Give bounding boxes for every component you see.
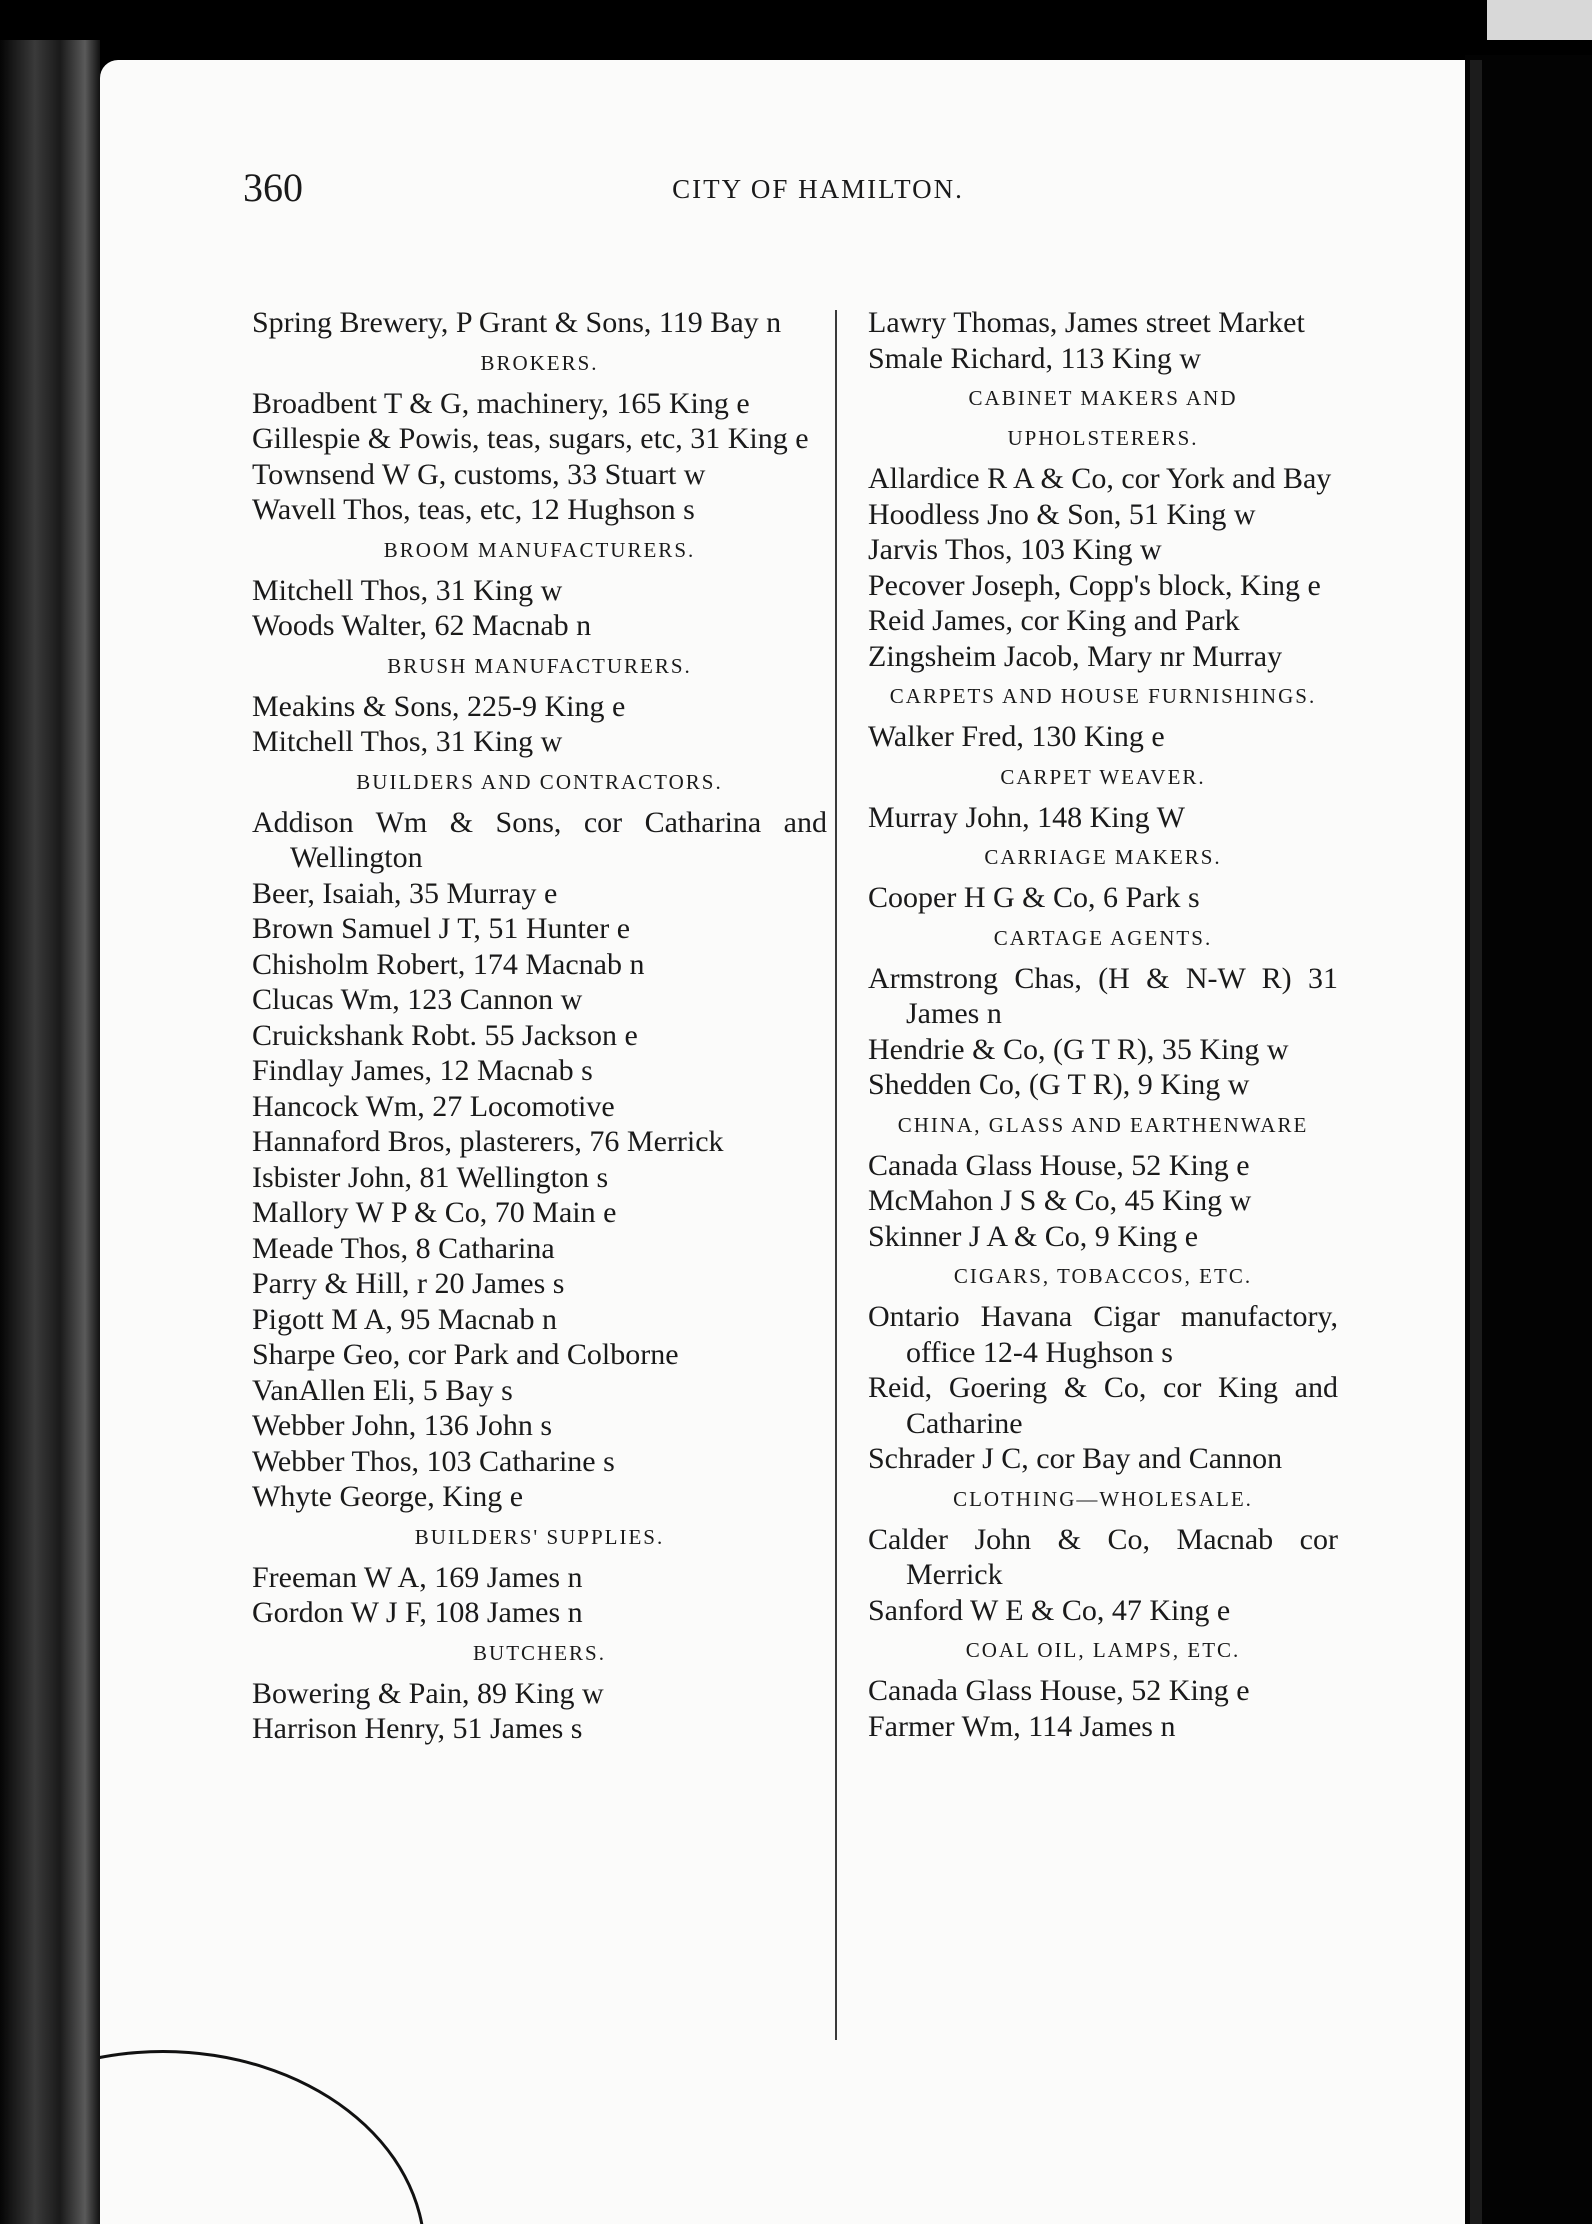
- directory-entry: Harrison Henry, 51 James s: [252, 1712, 583, 1745]
- directory-entry: Woods Walter, 62 Macnab n: [252, 609, 592, 642]
- column-divider: [835, 310, 837, 2040]
- directory-entry: Hoodless Jno & Son, 51 King w: [868, 497, 1256, 531]
- directory-entry: Beer, Isaiah, 35 Murray e: [252, 876, 558, 910]
- directory-entry: Canada Glass House, 52 King e: [868, 1674, 1250, 1707]
- page-curl-mark: [100, 2050, 426, 2224]
- directory-entry: Webber Thos, 103 Catharine s: [252, 1444, 615, 1478]
- section-heading: BROOM MANUFACTURERS.: [383, 537, 696, 562]
- directory-entry: Sanford W E & Co, 47 King e: [868, 1593, 1231, 1627]
- book-edge: [0, 40, 100, 2224]
- directory-entry: Cooper H G & Co, 6 Park s: [868, 881, 1200, 914]
- directory-entry: Isbister John, 81 Wellington s: [252, 1160, 609, 1194]
- directory-entry: Mitchell Thos, 31 King w: [252, 725, 563, 758]
- page-number: 360: [243, 165, 303, 210]
- directory-entry: Smale Richard, 113 King w: [868, 341, 1202, 375]
- directory-entry: Meakins & Sons, 225-9 King e: [252, 689, 626, 723]
- directory-entry: Clucas Wm, 123 Cannon w: [252, 983, 583, 1016]
- adjacent-page-shadow: [1465, 55, 1592, 2224]
- directory-entry: Webber John, 136 John s: [252, 1409, 553, 1442]
- directory-entry: Calder John & Co, Macnab cor Merrick: [868, 1522, 1338, 1591]
- directory-entry: Allardice R A & Co, cor York and Bay: [868, 462, 1332, 495]
- directory-entry: Reid, Goering & Co, cor King and Catharine: [868, 1371, 1338, 1440]
- directory-entry: Brown Samuel J T, 51 Hunter e: [252, 912, 631, 945]
- page-header: [243, 163, 1333, 223]
- section-heading: CABINET MAKERS AND UPHOLSTERERS.: [968, 386, 1238, 450]
- directory-entry: Pecover Joseph, Copp's block, King e: [868, 568, 1321, 602]
- section-heading: CARRIAGE MAKERS.: [984, 845, 1222, 869]
- section-heading: CIGARS, TOBACCOS, ETC.: [953, 1264, 1253, 1288]
- directory-entry: Canada Glass House, 52 King e: [868, 1148, 1250, 1182]
- section-heading: BUTCHERS.: [473, 1640, 606, 1665]
- directory-entry: Zingsheim Jacob, Mary nr Murray: [868, 639, 1283, 673]
- page-gutter: [1470, 60, 1482, 2224]
- directory-entry: Schrader J C, cor Bay and Cannon: [868, 1442, 1283, 1475]
- directory-entry: Reid James, cor King and Park: [868, 604, 1240, 637]
- running-title: CITY OF HAMILTON.: [672, 174, 964, 204]
- directory-entry: Farmer Wm, 114 James n: [868, 1709, 1176, 1743]
- directory-entry: Armstrong Chas, (H & N-W R) 31 James n: [868, 961, 1338, 1030]
- directory-entry: Murray John, 148 King W: [868, 800, 1185, 834]
- directory-entry: Lawry Thomas, James street Market: [868, 306, 1305, 339]
- adjacent-page-corner: [1487, 0, 1592, 40]
- section-heading: CLOTHING—WHOLESALE.: [953, 1486, 1253, 1511]
- directory-entry: Sharpe Geo, cor Park and Colborne: [252, 1338, 679, 1371]
- section-heading: BUILDERS AND CONTRACTORS.: [356, 769, 723, 794]
- directory-entry: Gordon W J F, 108 James n: [252, 1596, 583, 1629]
- directory-entry: Broadbent T & G, machinery, 165 King e: [252, 386, 750, 420]
- directory-entry: Addison Wm & Sons, cor Catharina and Wellington: [252, 805, 827, 874]
- directory-entry: Skinner J A & Co, 9 King e: [868, 1219, 1199, 1253]
- directory-entry: Bowering & Pain, 89 King w: [252, 1676, 604, 1710]
- directory-entry: VanAllen Eli, 5 Bay s: [252, 1373, 513, 1407]
- directory-entry: Hendrie & Co, (G T R), 35 King w: [868, 1032, 1289, 1066]
- section-heading: BRUSH MANUFACTURERS.: [387, 653, 692, 678]
- section-heading: CHINA, GLASS AND EARTHENWARE: [897, 1112, 1309, 1137]
- section-heading: CARTAGE AGENTS.: [993, 925, 1213, 950]
- directory-entry: Shedden Co, (G T R), 9 King w: [868, 1068, 1250, 1101]
- section-heading: CARPETS AND HOUSE FURNISHINGS.: [889, 684, 1317, 708]
- directory-entry: Freeman W A, 169 James n: [252, 1560, 583, 1594]
- directory-entry: Meade Thos, 8 Catharina: [252, 1231, 555, 1265]
- right-column: [868, 305, 1338, 1744]
- section-heading: BROKERS.: [480, 350, 599, 375]
- directory-entry: Hannaford Bros, plasterers, 76 Merrick: [252, 1125, 724, 1158]
- directory-entry: Spring Brewery, P Grant & Sons, 119 Bay n: [252, 306, 782, 339]
- directory-entry: Hancock Wm, 27 Locomotive: [252, 1089, 615, 1123]
- directory-entry: Chisholm Robert, 174 Macnab n: [252, 947, 645, 981]
- left-column: [252, 305, 827, 1747]
- directory-entry: Gillespie & Powis, teas, sugars, etc, 31 King e: [252, 422, 809, 455]
- directory-entry: Ontario Havana Cigar manufactory, office 12-4 Hughson s: [868, 1300, 1338, 1369]
- section-heading: CARPET WEAVER.: [1000, 764, 1206, 789]
- directory-entry: Whyte George, King e: [252, 1480, 524, 1513]
- directory-entry: Jarvis Thos, 103 King w: [868, 533, 1162, 566]
- directory-entry: Pigott M A, 95 Macnab n: [252, 1302, 557, 1336]
- directory-entry: Parry & Hill, r 20 James s: [252, 1267, 565, 1300]
- directory-entry: Cruickshank Robt. 55 Jackson e: [252, 1018, 638, 1052]
- section-heading: COAL OIL, LAMPS, ETC.: [965, 1638, 1241, 1662]
- directory-entry: Mallory W P & Co, 70 Main e: [252, 1196, 617, 1229]
- directory-entry: McMahon J S & Co, 45 King w: [868, 1184, 1252, 1217]
- directory-entry: Findlay James, 12 Macnab s: [252, 1054, 593, 1087]
- directory-entry: Townsend W G, customs, 33 Stuart w: [252, 457, 706, 491]
- directory-entry: Wavell Thos, teas, etc, 12 Hughson s: [252, 493, 695, 526]
- directory-entry: Mitchell Thos, 31 King w: [252, 573, 563, 607]
- section-heading: BUILDERS' SUPPLIES.: [414, 1524, 665, 1549]
- directory-entry: Walker Fred, 130 King e: [868, 720, 1165, 753]
